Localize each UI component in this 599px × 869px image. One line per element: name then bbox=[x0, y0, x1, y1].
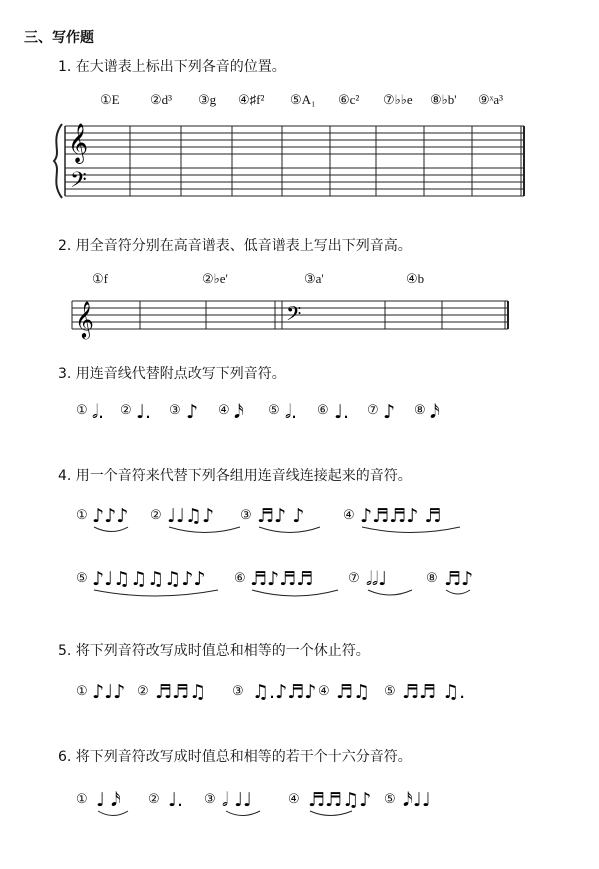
q4-label-1: ① bbox=[76, 508, 88, 523]
q2-item-3: ③a' bbox=[304, 271, 324, 286]
dotted-eighth-note-icon: ♪ bbox=[186, 401, 199, 423]
q6-label-1: ① bbox=[76, 792, 88, 807]
q3-label-3: ③ bbox=[169, 403, 181, 418]
q2-item-2: ②♭e' bbox=[202, 271, 228, 286]
question-1-text: 1. 在大谱表上标出下列各音的位置。 bbox=[58, 59, 286, 75]
tied-group-6-icon: ♬♪♬♬ bbox=[250, 568, 314, 590]
q1-item-9: ⑨ˣa³ bbox=[478, 92, 504, 107]
dotted-sixteenth-note-icon: 𝅘𝅥𝅯 bbox=[234, 401, 244, 423]
q4-label-7: ⑦ bbox=[348, 571, 360, 586]
question-2-text: 2. 用全音符分别在高音谱表、低音谱表上写出下列音高。 bbox=[58, 238, 412, 254]
q5-label-3: ③ bbox=[232, 684, 244, 699]
sixteenth-group-1-icon: ♩ 𝅘𝅥𝅯 bbox=[96, 789, 121, 811]
q2-item-1: ①f bbox=[92, 271, 108, 286]
tied-group-3-icon: ♬♪ ♪ bbox=[257, 505, 305, 527]
dotted-quarter-note-icon: ♩. bbox=[136, 401, 152, 423]
q5-label-4: ④ bbox=[318, 684, 330, 699]
double-dotted-half-note-icon: 𝅗𝅥. bbox=[285, 401, 298, 423]
q5-label-2: ② bbox=[137, 684, 149, 699]
rest-group-4-icon: ♬♫ bbox=[336, 681, 371, 703]
q4-label-8: ⑧ bbox=[426, 571, 438, 586]
sixteenth-group-2-icon: ♩. bbox=[168, 789, 184, 811]
dotted-half-note-icon: 𝅗𝅥. bbox=[92, 401, 105, 423]
q1-item-7: ⑦♭♭e bbox=[383, 92, 413, 107]
tied-group-8-icon: ♬♪ bbox=[444, 568, 474, 590]
q1-item-1: ①E bbox=[100, 92, 120, 107]
q1-item-8: ⑧♭b' bbox=[430, 92, 457, 107]
question-4-text: 4. 用一个音符来代替下列各组用连音线连接起来的音符。 bbox=[58, 468, 412, 484]
tied-group-7-icon: 𝅗𝅥𝅗𝅥♩ bbox=[366, 568, 388, 590]
double-dotted-quarter-note-icon: ♩. bbox=[334, 401, 350, 423]
q3-label-8: ⑧ bbox=[414, 403, 426, 418]
question-3-text: 3. 用连音线代替附点改写下列音符。 bbox=[58, 366, 286, 382]
section-title: 三、写作题 bbox=[24, 30, 94, 46]
bass-clef-icon: 𝄢 bbox=[70, 168, 87, 198]
q5-label-5: ⑤ bbox=[384, 684, 396, 699]
q1-item-3: ③g bbox=[198, 92, 217, 107]
q5-label-1: ① bbox=[76, 684, 88, 699]
q6-label-3: ③ bbox=[204, 792, 216, 807]
rest-group-1-icon: ♪♩♪ bbox=[92, 681, 126, 703]
double-dotted-sixteenth-note-icon: 𝅘𝅥𝅯 bbox=[430, 401, 440, 423]
sixteenth-group-3-icon: 𝅗𝅥 ♩♩ bbox=[222, 789, 253, 811]
tied-group-2-icon: ♩♩♫♪ bbox=[167, 505, 215, 527]
sixteenth-group-4-icon: ♬♬♫♪ bbox=[308, 789, 372, 811]
sixteenth-group-5-icon: 𝅘𝅥𝅯♩♩ bbox=[403, 789, 431, 811]
treble-clef-icon: 𝄞 bbox=[68, 123, 89, 163]
q4-label-6: ⑥ bbox=[234, 571, 246, 586]
q3-label-7: ⑦ bbox=[367, 403, 379, 418]
q4-label-2: ② bbox=[150, 508, 162, 523]
q3-label-2: ② bbox=[120, 403, 132, 418]
q4-label-4: ④ bbox=[343, 508, 355, 523]
q6-label-4: ④ bbox=[288, 792, 300, 807]
rest-group-3-icon: ♫.♪♬♪ bbox=[252, 681, 317, 703]
q2-item-4: ④b bbox=[406, 271, 425, 286]
tied-group-1-icon: ♪♪♪ bbox=[92, 505, 129, 527]
question-5-text: 5. 将下列音符改写成时值总和相等的一个休止符。 bbox=[58, 643, 370, 659]
grand-staff bbox=[54, 124, 524, 198]
q3-notes bbox=[92, 401, 440, 423]
question-6-text: 6. 将下列音符改写成时值总和相等的若干个十六分音符。 bbox=[58, 749, 412, 765]
q4-label-5: ⑤ bbox=[76, 571, 88, 586]
q1-item-2: ②d³ bbox=[150, 92, 173, 107]
q4-label-3: ③ bbox=[240, 508, 252, 523]
bass-clef-icon: 𝄢 bbox=[286, 302, 302, 330]
rest-group-5-icon: ♬♬ ♫. bbox=[402, 681, 466, 703]
q3-label-1: ① bbox=[76, 403, 88, 418]
q3-label-6: ⑥ bbox=[317, 403, 329, 418]
treble-clef-icon: 𝄞 bbox=[75, 300, 94, 338]
rest-group-2-icon: ♬♬♫ bbox=[155, 681, 207, 703]
double-dotted-eighth-note-icon: ♪ bbox=[383, 401, 396, 423]
tied-group-4-icon: ♪♬♬♪ ♬ bbox=[360, 505, 442, 527]
q6-notes bbox=[96, 789, 431, 811]
q1-item-4: ④♯f² bbox=[238, 92, 265, 107]
q1-item-5: ⑤A₁ bbox=[290, 92, 316, 107]
q6-label-2: ② bbox=[148, 792, 160, 807]
q1-item-6: ⑥c² bbox=[338, 92, 360, 107]
q6-label-5: ⑤ bbox=[384, 792, 396, 807]
q3-label-4: ④ bbox=[218, 403, 230, 418]
tied-group-5-icon: ♪♩♫♫♫♫♪♪ bbox=[92, 568, 206, 590]
q3-label-5: ⑤ bbox=[268, 403, 280, 418]
